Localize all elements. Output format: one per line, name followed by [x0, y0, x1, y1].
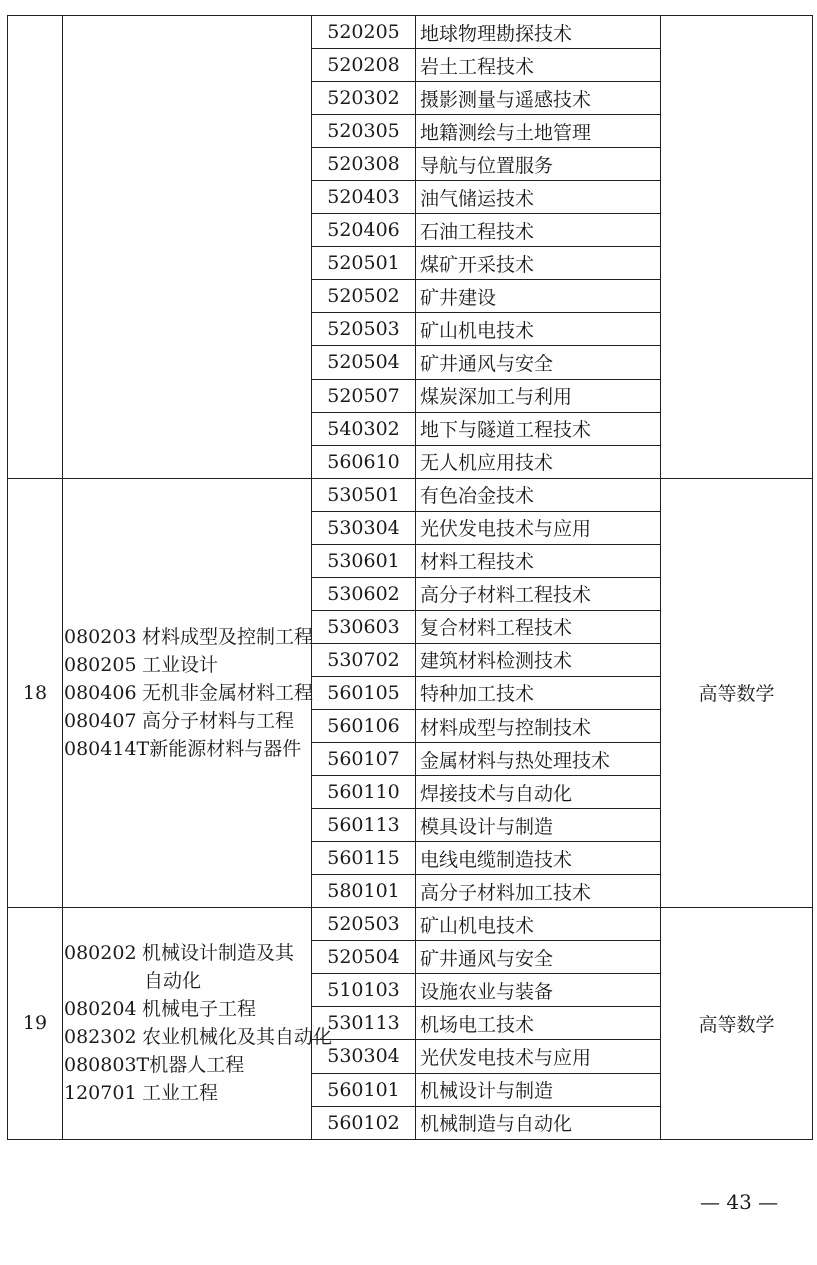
vocational-name: 矿山机电技术: [416, 313, 661, 346]
vocational-name: 复合材料工程技术: [416, 610, 661, 643]
vocational-name: 材料成型与控制技术: [416, 709, 661, 742]
vocational-code: 530602: [312, 577, 416, 610]
vocational-code: 520501: [312, 247, 416, 280]
undergrad-major-code: 080407: [64, 709, 137, 732]
vocational-code: 520502: [312, 280, 416, 313]
vocational-code: 560102: [312, 1106, 416, 1139]
undergrad-major-name: 工业设计: [142, 653, 219, 676]
table-row: [8, 478, 813, 511]
table-row: [8, 16, 813, 49]
undergrad-major: [64, 1051, 311, 1079]
vocational-code: 520208: [312, 49, 416, 82]
vocational-name: 矿井通风与安全: [416, 346, 661, 379]
undergrad-majors-cell: [63, 478, 312, 908]
vocational-name: 机械制造与自动化: [416, 1106, 661, 1139]
vocational-code: 530501: [312, 478, 416, 511]
vocational-name: 矿山机电技术: [416, 908, 661, 941]
undergrad-major-code: 080803T: [64, 1054, 150, 1077]
undergrad-major-name: 材料成型及控制工程: [142, 625, 314, 648]
vocational-code: 520305: [312, 115, 416, 148]
vocational-code: 530702: [312, 643, 416, 676]
vocational-name: 煤矿开采技术: [416, 247, 661, 280]
vocational-code: 520406: [312, 214, 416, 247]
page-number: — 43 —: [700, 1190, 779, 1214]
major-mapping-table: [7, 15, 813, 1140]
vocational-name: 特种加工技术: [416, 676, 661, 709]
undergrad-majors-cell: [63, 908, 333, 1139]
vocational-name: 矿井通风与安全: [416, 941, 661, 974]
undergrad-major-code: 080406: [64, 681, 137, 704]
undergrad-major-code: 080204: [64, 998, 137, 1021]
undergrad-majors-cell: [63, 16, 312, 479]
undergrad-major-code: 082302: [64, 1026, 137, 1049]
vocational-name: 高分子材料工程技术: [416, 577, 661, 610]
vocational-name: 材料工程技术: [416, 544, 661, 577]
vocational-code: 580101: [312, 875, 416, 908]
vocational-name: 高分子材料加工技术: [416, 875, 661, 908]
vocational-code: 530601: [312, 544, 416, 577]
exam-subject-cell: [661, 16, 813, 479]
vocational-code: 560115: [312, 842, 416, 875]
vocational-code: 520503: [312, 313, 416, 346]
vocational-name: 设施农业与装备: [416, 974, 661, 1007]
vocational-code: 520308: [312, 148, 416, 181]
vocational-code: 520503: [312, 908, 416, 941]
vocational-name: 煤炭深加工与利用: [416, 379, 661, 412]
vocational-name: 光伏发电技术与应用: [416, 1040, 661, 1073]
undergrad-major-name: 高分子材料与工程: [142, 709, 295, 732]
vocational-code: 560110: [312, 776, 416, 809]
undergrad-major: [64, 735, 311, 763]
vocational-name: 模具设计与制造: [416, 809, 661, 842]
vocational-name: 无人机应用技术: [416, 445, 661, 478]
exam-subject: 高等数学: [661, 478, 813, 908]
vocational-name: 导航与位置服务: [416, 148, 661, 181]
vocational-name: 岩土工程技术: [416, 49, 661, 82]
vocational-name: 有色冶金技术: [416, 478, 661, 511]
undergrad-major-name: 工业工程: [142, 1082, 219, 1105]
undergrad-major-code: 080205: [64, 653, 137, 676]
vocational-name: 地球物理勘探技术: [416, 16, 661, 49]
undergrad-major-name-continued: 自动化: [144, 970, 202, 993]
undergrad-major-name: 新能源材料与器件: [149, 737, 302, 760]
undergrad-major: [64, 679, 314, 707]
vocational-name: 电线电缆制造技术: [416, 842, 661, 875]
vocational-code: 560107: [312, 743, 416, 776]
vocational-name: 机场电工技术: [416, 1007, 661, 1040]
vocational-code: 560101: [312, 1073, 416, 1106]
vocational-code: 560610: [312, 445, 416, 478]
undergrad-major: [64, 1079, 311, 1107]
undergrad-major-code: 080203: [64, 625, 137, 648]
vocational-name: 地籍测绘与土地管理: [416, 115, 661, 148]
vocational-name: 矿井建设: [416, 280, 661, 313]
vocational-name: 油气储运技术: [416, 181, 661, 214]
table-row: [8, 908, 813, 941]
vocational-name: 地下与隧道工程技术: [416, 412, 661, 445]
vocational-code: 520205: [312, 16, 416, 49]
undergrad-major-name: 机械电子工程: [142, 998, 257, 1021]
undergrad-major-name: 农业机械化及其自动化: [142, 1026, 333, 1049]
undergrad-major-name: 机械设计制造及其: [142, 942, 295, 965]
vocational-code: 520302: [312, 82, 416, 115]
undergrad-major-code: 120701: [64, 1082, 137, 1105]
vocational-code: 540302: [312, 412, 416, 445]
exam-subject: 高等数学: [661, 908, 813, 1139]
vocational-code: 530304: [312, 1040, 416, 1073]
vocational-code: 560113: [312, 809, 416, 842]
vocational-code: 520403: [312, 181, 416, 214]
undergrad-major: [64, 939, 311, 967]
undergrad-major: [64, 995, 311, 1023]
vocational-name: 摄影测量与遥感技术: [416, 82, 661, 115]
vocational-name: 光伏发电技术与应用: [416, 511, 661, 544]
vocational-name: 石油工程技术: [416, 214, 661, 247]
vocational-name: 建筑材料检测技术: [416, 643, 661, 676]
vocational-code: 560105: [312, 676, 416, 709]
vocational-code: 510103: [312, 974, 416, 1007]
undergrad-major-code: 080202: [64, 942, 137, 965]
undergrad-major: [64, 707, 311, 735]
group-number-cell: [8, 16, 63, 479]
vocational-code: 520507: [312, 379, 416, 412]
vocational-code: 530603: [312, 610, 416, 643]
vocational-name: 机械设计与制造: [416, 1073, 661, 1106]
vocational-code: 530113: [312, 1007, 416, 1040]
undergrad-major: [64, 651, 311, 679]
vocational-code: 530304: [312, 511, 416, 544]
group-number: 19: [8, 908, 63, 1139]
undergrad-major: [64, 1023, 333, 1051]
undergrad-major-name: 无机非金属材料工程: [142, 681, 314, 704]
group-number: 18: [8, 478, 63, 908]
undergrad-major-code: 080414T: [64, 737, 150, 760]
undergrad-major-name: 机器人工程: [149, 1054, 245, 1077]
vocational-name: 金属材料与热处理技术: [416, 743, 661, 776]
undergrad-major: [64, 623, 314, 651]
vocational-name: 焊接技术与自动化: [416, 776, 661, 809]
vocational-code: 520504: [312, 941, 416, 974]
vocational-code: 560106: [312, 709, 416, 742]
vocational-code: 520504: [312, 346, 416, 379]
